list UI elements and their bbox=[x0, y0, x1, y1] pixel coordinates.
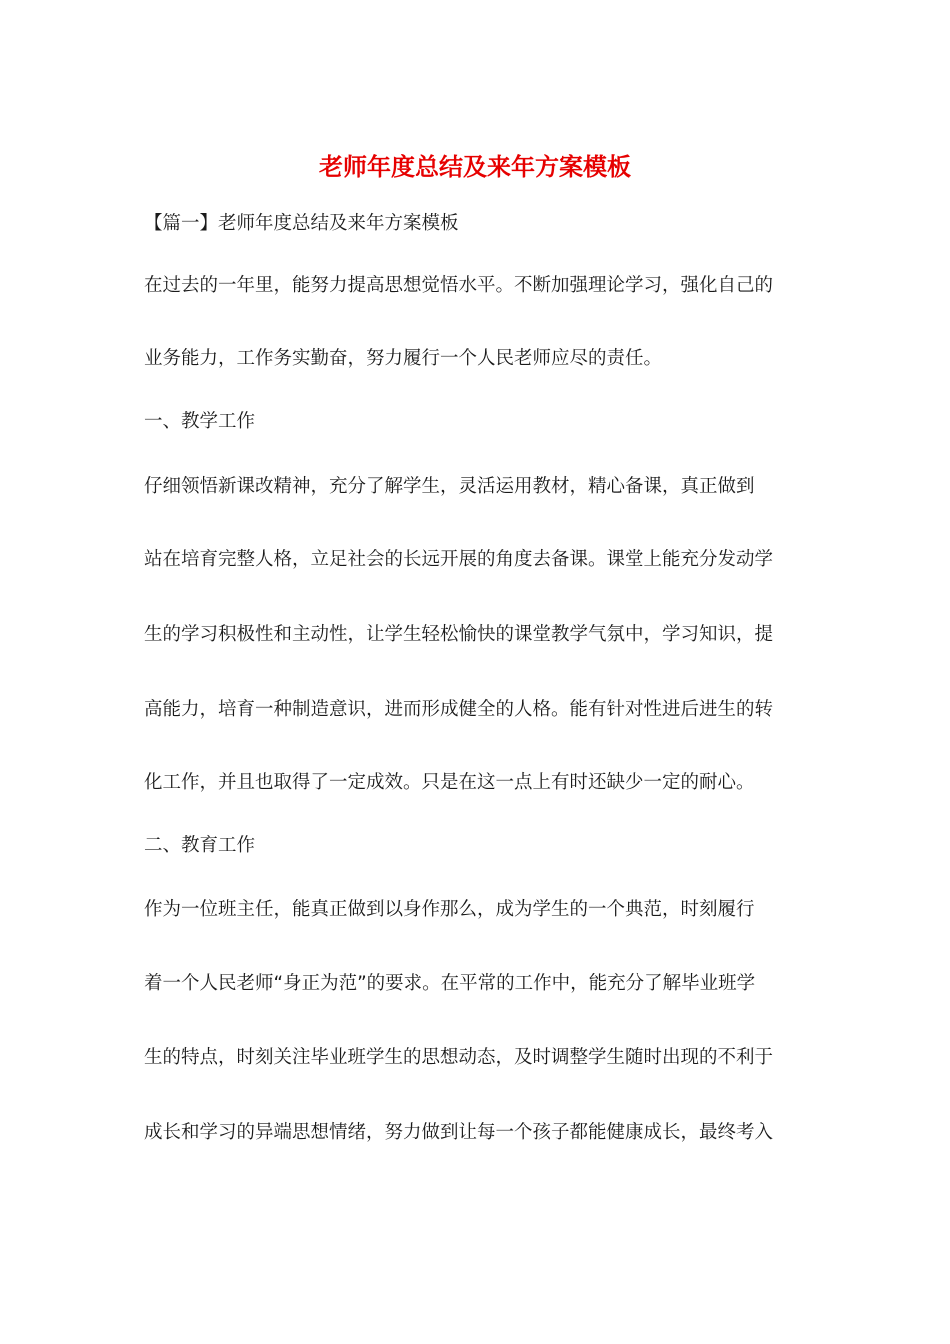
paragraph-line: 着一个人民老师“身正为范”的要求。在平常的工作中，能充分了解毕业班学 bbox=[144, 973, 756, 994]
paragraph-line: 成长和学习的异端思想情绪，努力做到让每一个孩子都能健康成长，最终考入 bbox=[144, 1122, 774, 1143]
paragraph-line: 业务能力，工作务实勤奋，努力履行一个人民老师应尽的责任。 bbox=[144, 348, 663, 369]
paragraph-line: 生的学习积极性和主动性，让学生轻松愉快的课堂教学气氛中，学习知识，提 bbox=[144, 624, 774, 645]
paragraph-line: 站在培育完整人格，立足社会的长远开展的角度去备课。课堂上能充分发动学 bbox=[144, 549, 774, 570]
paragraph-line: 化工作，并且也取得了一定成效。只是在这一点上有时还缺少一定的耐心。 bbox=[144, 772, 755, 793]
paragraph-line: 在过去的一年里，能努力提高思想觉悟水平。不断加强理论学习，强化自己的 bbox=[144, 275, 774, 296]
section-subheading: 【篇一】老师年度总结及来年方案模板 bbox=[144, 213, 459, 234]
section-heading-education: 二、教育工作 bbox=[144, 835, 256, 856]
paragraph-line: 高能力，培育一种制造意识，进而形成健全的人格。能有针对性进后进生的转 bbox=[144, 699, 774, 720]
paragraph-line: 作为一位班主任，能真正做到以身作那么，成为学生的一个典范，时刻履行 bbox=[144, 899, 755, 920]
paragraph-line: 仔细领悟新课改精神，充分了解学生，灵活运用教材，精心备课，真正做到 bbox=[144, 476, 755, 497]
section-heading-teaching: 一、教学工作 bbox=[144, 411, 256, 432]
document-title: 老师年度总结及来年方案模板 bbox=[319, 152, 631, 181]
paragraph-line: 生的特点，时刻关注毕业班学生的思想动态，及时调整学生随时出现的不利于 bbox=[144, 1047, 774, 1068]
